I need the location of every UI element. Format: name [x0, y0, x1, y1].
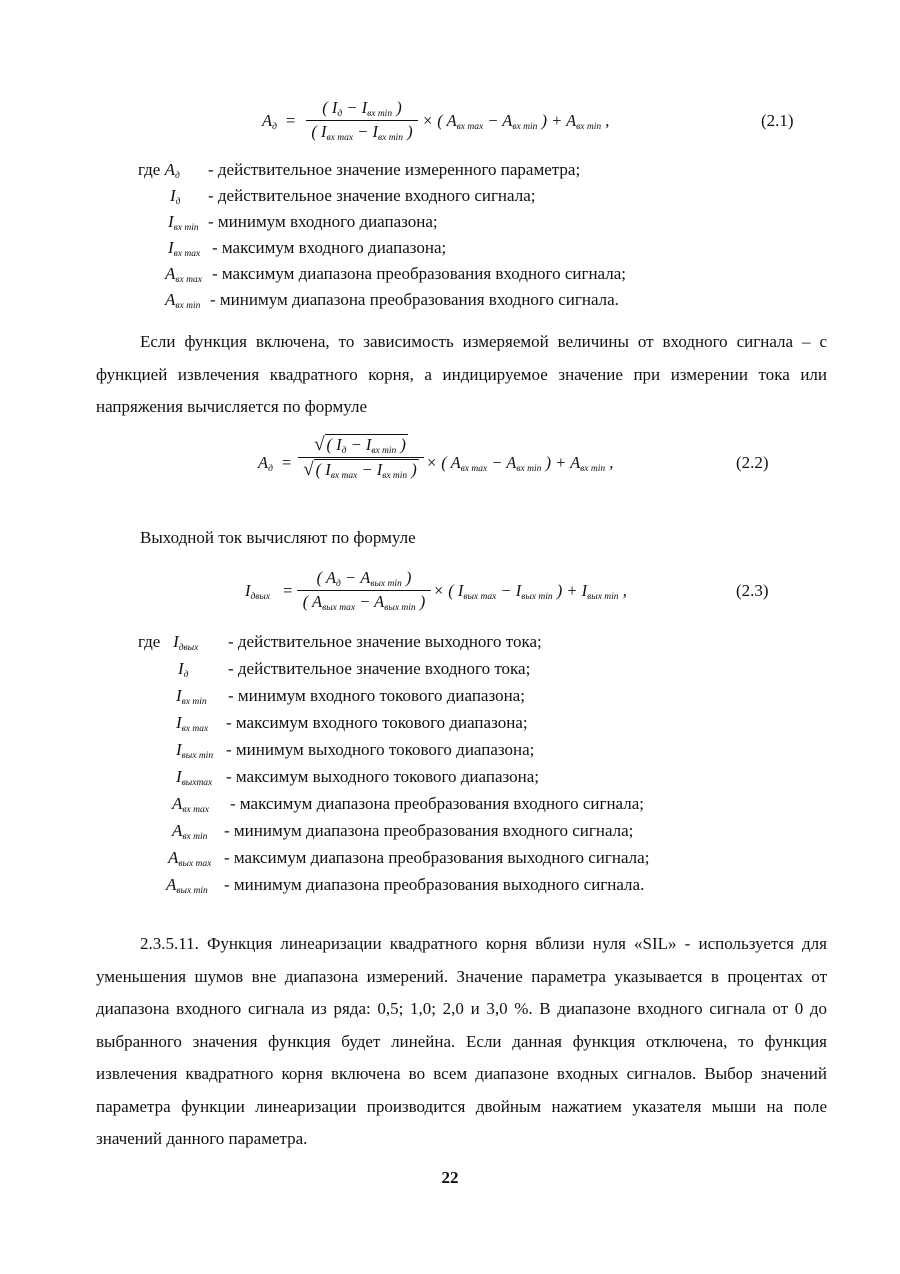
legend-2	[138, 632, 698, 902]
fraction	[297, 568, 431, 613]
legend-text: - максимум выходного токового диапазона;	[226, 767, 539, 786]
equals-sign: =	[286, 111, 296, 130]
legend-text: - действительное значение входного тока;	[228, 659, 531, 678]
formula-2-2	[258, 434, 658, 494]
legend-text: - действительное значение выходного тока;	[228, 632, 542, 651]
formula-lhs: $I_{двых}$	[245, 581, 271, 602]
legend-row: $I_{вх max}$	[176, 713, 209, 734]
legend-row: $I_{выхmax}$	[176, 767, 213, 788]
legend-text: - максимум диапазона преобразования входного сигнала;	[212, 264, 627, 283]
paragraph-text: Если функция включена, то зависимость измеряемой величины от входного сигнала – с функцией извлечения квадратного корня, а индицируемое значение при измерении тока или напряжения вычисляется по формуле	[96, 332, 827, 416]
formula-2-3	[245, 568, 665, 618]
legend-row: $A_{вых min}$	[166, 875, 208, 896]
legend-row: $I_д$	[170, 186, 181, 207]
paragraph	[140, 528, 416, 548]
legend-row: где $A_д$	[138, 160, 180, 181]
legend-text: - минимум входного диапазона;	[208, 212, 438, 231]
fraction-bar	[306, 120, 418, 121]
legend-row: $I_{вых min}$	[176, 740, 214, 761]
legend-text: - максимум входного токового диапазона;	[226, 713, 528, 732]
formula-number: (2.1)	[761, 111, 794, 130]
equals-sign: =	[282, 453, 292, 472]
fraction-bar	[298, 457, 424, 458]
legend-text: - действительное значение входного сигнала;	[208, 186, 536, 205]
legend-row: где $I_{двых}$	[138, 632, 199, 653]
fraction	[298, 434, 424, 481]
formula-tail: × ( $A_{вх max} - A_{вх min}$ ) + $A_{вх min}$ ,	[426, 453, 614, 474]
formula-2-1	[262, 98, 662, 148]
legend-text: - минимум диапазона преобразования входного сигнала.	[210, 290, 619, 309]
formula-tail: × ( $I_{вых max} - I_{вых min}$ ) + $I_{вых min}$ ,	[433, 581, 627, 602]
legend-text: - минимум входного токового диапазона;	[228, 686, 525, 705]
legend-row: $I_{вх max}$	[168, 238, 201, 259]
legend-text: - максимум входного диапазона;	[212, 238, 447, 257]
legend-text: - максимум диапазона преобразования входного сигнала;	[230, 794, 645, 813]
legend-row: $A_{вх min}$	[172, 821, 208, 842]
legend-row: $I_д$	[178, 659, 189, 680]
formula-number: (2.2)	[736, 453, 769, 472]
sqrt-icon: √	[303, 459, 314, 480]
legend-row: $I_{вх min}$	[176, 686, 207, 707]
legend-text: - действительное значение измеренного параметра;	[208, 160, 581, 179]
denominator: ( $A_{вых max} - A_{вых min}$ )	[302, 592, 426, 613]
formula-tail: × ( $A_{вх max} - A_{вх min}$ ) + $A_{вх min}$ ,	[422, 111, 610, 132]
sqrt-icon: √	[314, 434, 325, 455]
denominator: ( $I_{вх max} - I_{вх min}$ )	[311, 122, 413, 143]
legend-text: - минимум диапазона преобразования входного сигнала;	[224, 821, 634, 840]
paragraph-text: Выходной ток вычисляют по формуле	[140, 528, 416, 547]
formula-lhs: $A_д$	[258, 453, 273, 474]
legend-row: $A_{вх max}$	[172, 794, 209, 815]
formula-number: (2.3)	[736, 581, 769, 600]
legend-row: $A_{вых max}$	[168, 848, 212, 869]
equals-sign: =	[283, 581, 293, 600]
legend-row: $I_{вх min}$	[168, 212, 199, 233]
legend-1	[138, 160, 698, 320]
legend-text: - максимум диапазона преобразования выходного сигнала;	[224, 848, 650, 867]
paragraph	[96, 326, 827, 424]
page-number: 22	[441, 1168, 459, 1187]
legend-text: - минимум диапазона преобразования выходного сигнала.	[224, 875, 645, 894]
fraction-bar	[297, 590, 431, 591]
paragraph	[96, 928, 827, 1156]
denominator: √ ( $I_{вх max} - I_{вх min}$ )	[303, 459, 417, 481]
numerator: √ ( $I_д - I_{вх min}$ )	[314, 434, 406, 456]
numerator: ( $I_д - I_{вх min}$ )	[322, 98, 402, 119]
numerator: ( $A_д - A_{вых min}$ )	[316, 568, 412, 589]
fraction	[306, 98, 418, 143]
legend-row: $A_{вх min}$	[165, 290, 201, 311]
legend-row: $A_{вх max}$	[165, 264, 202, 285]
formula-lhs: $A_д$	[262, 111, 277, 132]
legend-text: - минимум выходного токового диапазона;	[226, 740, 535, 759]
paragraph-text: 2.3.5.11. Функция линеаризации квадратного корня вблизи нуля «SIL» - используется для уменьшения шумов вне диапазона измерений. Значение параметра указывается в процентах от диапазона входного сигнала из ряда: 0,5; 1,0; 2,0 и 3,0 %. В диапазоне входного сигнала от 0 до выбранного значения функция будет линейна. Если данная функция отключена, то функция извлечения квадратного корня включена во всем диапазоне входных сигналов. Выбор значений параметра функции линеаризации производится двойным нажатием указателя мыши на поле значений данного параметра.	[96, 934, 827, 1148]
